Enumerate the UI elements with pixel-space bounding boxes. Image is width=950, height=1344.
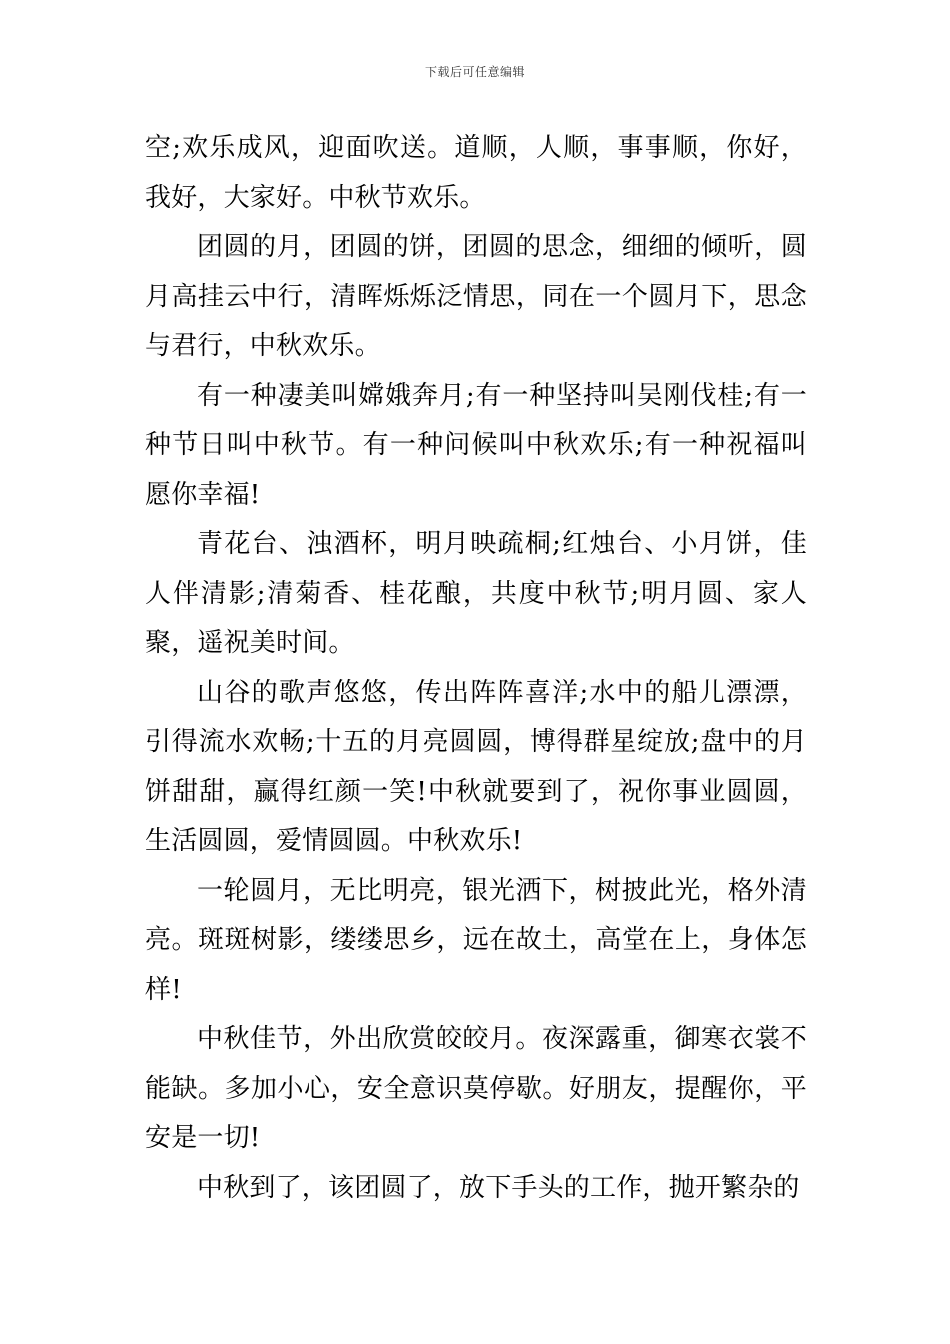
paragraph: 有一种凄美叫嫦娥奔月;有一种坚持叫吴刚伐桂;有一种节日叫中秋节。有一种问候叫中秋欢乐;有一种祝福叫愿你幸福!: [145, 380, 807, 510]
paragraph: 一轮圆月，无比明亮，银光洒下，树披此光，格外清亮。斑斑树影，缕缕思乡，远在故土，高堂在上，身体怎样!: [145, 875, 807, 1005]
paragraph: 中秋到了，该团圆了，放下手头的工作，抛开繁杂的: [197, 1172, 800, 1203]
paragraph: 团圆的月，团圆的饼，团圆的思念，细细的倾听，圆月高挂云中行，清晖烁烁泛情思，同在一个圆月下，思念与君行，中秋欢乐。: [145, 232, 807, 361]
paragraph-continuation: 空;欢乐成风，迎面吹送。道顺，人顺，事事顺，你好，我好，大家好。中秋节欢乐。: [145, 133, 807, 213]
paragraph: 山谷的歌声悠悠，传出阵阵喜洋;水中的船儿漂漂，引得流水欢畅;十五的月亮圆圆，博得群星绽放;盘中的月饼甜甜，赢得红颜一笑!中秋就要到了，祝你事业圆圆，生活圆圆，爱情圆圆。中秋欢乐!: [145, 677, 807, 856]
page-header-note: 下载后可任意编辑: [424, 65, 525, 79]
paragraph: 中秋佳节，外出欣赏皎皎月。夜深露重，御寒衣裳不能缺。多加小心，安全意识莫停歇。好朋友，提醒你，平安是一切!: [145, 1024, 807, 1153]
document-body: [145, 124, 807, 1213]
paragraph: 青花台、浊酒杯，明月映疏桐;红烛台、小月饼，佳人伴清影;清菊香、桂花酿，共度中秋节;明月圆、家人聚，遥祝美时间。: [145, 529, 807, 658]
